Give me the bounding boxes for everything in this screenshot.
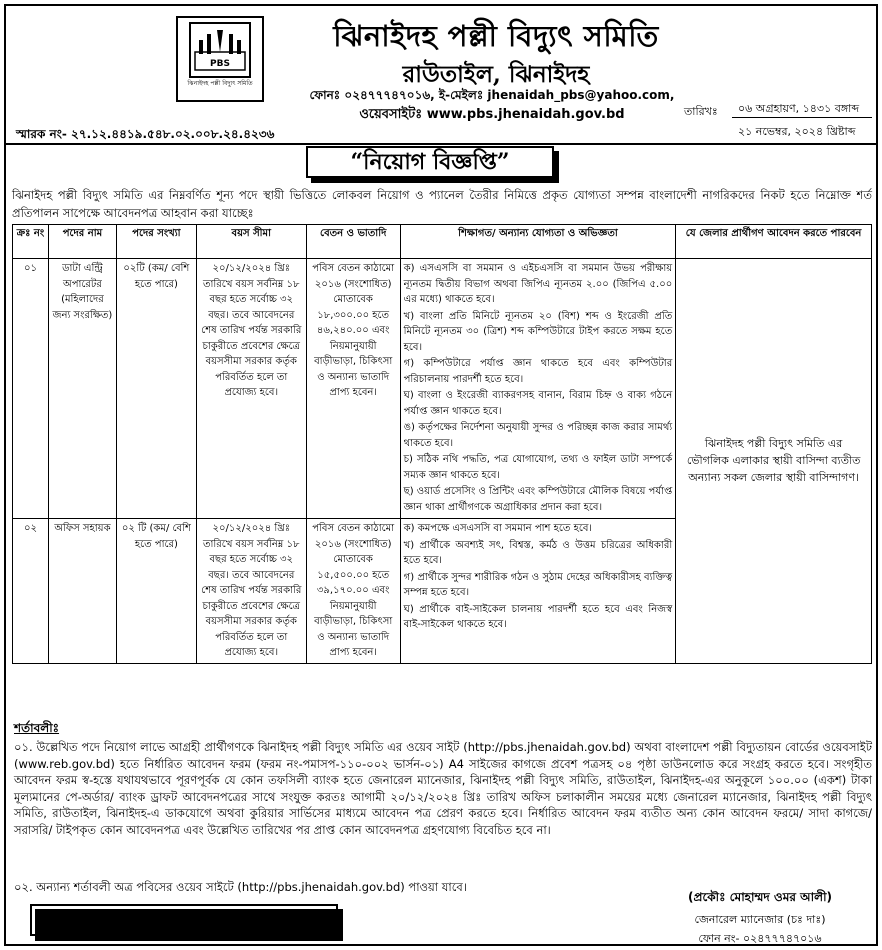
row-qualifications [400,259,676,519]
row-age: ২০/১২/২০২৪ খ্রিঃ তারিখে বয়স সর্বনিম্ন ১৮ বছর হতে সর্বোচ্চ ৩২ বছর। তবে আবেদনের শেষ তারিখ পর্যন্ত সরকারি চাকুরীতে প্রবেশের ক্ষেত্রে বয়সসীমা সরকার কর্তৃক পরিবর্তিত হলে তা প্রযোজ্য হবে। [196,259,306,519]
col-salary: বেতন ও ভাতাদি [306,225,400,259]
col-count: পদের সংখ্যা [116,225,196,259]
qualification-item: গ) কম্পিউটারে পর্যাপ্ত জ্ঞান থাকতে হবে এবং কম্পিউটার পরিচালনায় পারদর্শী হতে হবে। [403,358,673,385]
row-salary: পবিস বেতন কাঠামো ২০১৬ (সংশোধিত) মোতাবেক ১৮,৩০০.০০ হতে ৪৬,২৪০.০০ এবং নিয়মানুযায়ী বাড়ীভাড়া, চিকিৎসা ও অন্যান্য ভাতাদি প্রাপ্য হবেন। [306,259,400,519]
notice-title: “নিয়োগ বিজ্ঞপ্তি” [306,146,554,178]
row-post: ডাটা এন্ট্রি অপারেটর (মহিলাদের জন্য সংরক্ষিত) [48,259,116,519]
col-age: বয়স সীমা [196,225,306,259]
row-salary: পবিস বেতন কাঠামো ২০১৬ (সংশোধিত) মোতাবেক ১৫,৫০০.০০ হতে ৩৯,১৭০.০০ এবং নিয়মানুযায়ী বাড়ীভাড়া, চিকিৎসা ও অন্যান্য ভাতাদি প্রাপ্য হবেন। [306,519,400,664]
col-district: যে জেলার প্রার্থীগণ আবেদন করতে পারবেন [676,225,872,259]
qualification-item: খ) প্রার্থীকে অবশ্যই সৎ, বিশ্বস্ত, কর্মঠ ও উত্তম চরিত্রের অধিকারী হতে হবে। [403,539,673,566]
logo-caption: ঝিনাইদহ পল্লী বিদ্যুৎ সমিতি [187,80,253,87]
qualification-item: ঙ) কর্তৃপক্ষের নির্দেশনা অনুযায়ী সুন্দর ও পরিচ্ছন্ন কাজ করার সামর্থ্য থাকতে হবে। [403,422,673,449]
contact-line: ফোনঃ ০২৪৭৭৭৪৭০১৬, ই-মেইলঃ jhenaidah_pbs@yahoo.com, [309,88,675,102]
signatory-designation: জেনারেল ম্যানেজার (চঃ দাঃ) [694,913,826,926]
date-gregorian: ২১ নভেম্বর, ২০২৪ খ্রিষ্টাব্দ [738,125,856,138]
date-label: তারিখঃ [684,105,718,118]
terms-heading: শর্তাবলীঃ [14,721,60,735]
col-post: পদের নাম [48,225,116,259]
memo-number: স্মারক নং- ২৭.১২.৪৪১৯.৫৪৮.০২.০০৮.২৪.৪২৩৬ [16,127,275,141]
qualification-item: খ) বাংলা প্রতি মিনিটে ন্যূনতম ২০ (বিশ) শব্দ ও ইংরেজী প্রতি মিনিটে ন্যূনতম ৩০ (ত্রিশ) শব্দ কম্পিউটারে টাইপ করতে সক্ষম হতে হবে। [403,310,673,353]
term-item-2: ০২. অন্যান্য শর্তাবলী অত্র পবিসের ওয়েব সাইটে (http://pbs.jhenaidah.gov.bd) পাওয়া যাবে। [14,880,467,894]
vacancy-table [12,224,872,664]
qualification-item: ঘ) বাংলা ও ইংরেজী ব্যাকরণসহ বানান, বিরাম চিহ্ন ও বাক্য গঠনে পর্যাপ্ত জ্ঞান থাকতে হবে। [403,390,673,417]
row-count: ০২ টি (কম/ বেশি হতে পারে) [116,519,196,664]
qualification-item: চ) সঠিক নথি পদ্ধতি, পত্র যোগাযোগ, তথ্য ও ফাইল ডাটা সম্পর্কে সম্যক জ্ঞান থাকতে হবে। [403,454,673,481]
row-age: ২০/১২/২০২৪ খ্রিঃ তারিখে বয়স সর্বনিম্ন ১৮ বছর হতে সর্বোচ্চ ৩২ বছর। তবে আবেদনের শেষ তারিখ পর্যন্ত সরকারি চাকুরীতে প্রবেশের ক্ষেত্রে বয়সসীমা সরকার কর্তৃক পরিবর্তিত হলে তা প্রযোজ্য হবে। [196,519,306,664]
row-serial: ০১ [13,259,49,519]
row-count: ০২টি (কম/ বেশি হতে পারে) [116,259,196,519]
signatory-name: (প্রকৌঃ মোহাম্মদ ওমর আলী) [688,890,832,904]
notice-page [4,4,878,946]
eligible-district: ঝিনাইদহ পল্লী বিদ্যুৎ সমিতি এর ভৌগলিক এলাকার স্থায়ী বাসিন্দা ব্যতীত অন্যান্য সকল জেলার স্থায়ী বাসিন্দাগণ। [676,259,872,664]
row-serial: ০২ [13,519,49,664]
date-bengali-calendar: ০৬ অগ্রহায়ণ, ১৪৩১ বঙ্গাব্দ [738,102,860,115]
col-serial: ক্রঃ নং [13,225,49,259]
qualification-item: ক) কমপক্ষে এসএসসি বা সমমান পাশ হতে হবে। [403,523,592,534]
row-qualifications [400,519,676,664]
table-header-row [13,225,872,259]
intro-paragraph: ঝিনাইদহ পল্লী বিদ্যুৎ সমিতি এর নিম্নবর্ণিত শূন্য পদে স্থায়ী ভিত্তিতে লোকবল নিয়োগ ও প্যানেল তৈরীর নিমিত্তে প্রকৃত যোগ্যতা সম্পন্ন বাংলাদেশী নাগরিকদের নিকট হতে নিম্নোক্ত শর্ত প্রতিপালন সাপেক্ষে আবেদনপত্র আহবান করা যাচ্ছেঃ [12,188,872,220]
header-divider [6,143,876,145]
qualification-item: ক) এসএসসি বা সমমান ও এইচএসসি বা সমমান উভয় পরীক্ষায় ন্যূনতম দ্বিতীয় বিভাগ অথবা জিপিএ ন্যূনতম ২.০০ (জিপিএ ৫.০০ এর মধ্যে) থাকতে হবে। [403,263,673,305]
col-qualification: শিক্ষাগত/ অন্যান্য যোগ্যতা ও অভিজ্ঞতা [400,225,676,259]
pbs-logo [176,16,264,102]
qualification-item: ঘ) প্রার্থীকে বাই-সাইকেল চালনায় পারদর্শী হতে হবে এবং নিজস্ব বাই-সাইকেল থাকতে হবে। [403,603,673,630]
qualification-item: গ) প্রার্থীকে সুন্দর শারীরিক গঠন ও সুঠাম দেহের অধিকারীসহ ব্যক্তিত্ব সম্পন্ন হতে হবে। [403,571,673,598]
organization-name: ঝিনাইদহ পল্লী বিদ্যুৎ সমিতি [333,19,659,53]
table-row [13,259,872,519]
svg-text:PBS: PBS [210,59,230,69]
website-line: ওয়েবসাইটঃ www.pbs.jhenaidah.gov.bd [359,107,625,122]
organization-location: রাউতাইল, ঝিনাইদহ [402,61,590,88]
row-post: অফিস সহায়ক [48,519,116,664]
bill-payment-notice: *নিয়মিত বিদ্যুৎ বিল পরিশোধ করুন। [30,904,338,936]
pbs-logo-emblem-icon [189,22,251,78]
term-item-1: ০১. উল্লেখিত পদে নিয়োগ লাভে আগ্রহী প্রার্থীগণকে ঝিনাইদহ পল্লী বিদ্যুৎ সমিতি এর ওয়েব সাইট (http://pbs.jhenaidah.gov.bd) অথবা বাংলাদেশ পল্লী বিদ্যুতায়ন বোর্ডের ওয়েবসাইট (www.reb.gov.bd) হতে নির্ধারিত আবেদন ফরম (ফরম নং-পমাসপ-১১০-০০২ ভার্সন-০১) A4 সাইজের কাগজে প্রবেশ পত্রসহ ০৪ পৃষ্ঠা ডাউনলোড করে সংগ্রহ করতে হবে। সংগৃহীত আবেদন ফরম স্ব-হস্তে যথাযথভাবে পূরণপূর্বক যে কোন তফসিলী ব্যাংক হতে জেনারেল ম্যানেজার, ঝিনাইদহ পল্লী বিদ্যুৎ সমিতি, রাউতাইল, ঝিনাইদহ-এর অনুকূলে ১০০.০০ (একশ) টাকা মূল্যমানের পে-অর্ডার/ ব্যাংক ড্রাফট আবেদনপত্রের সাথে সংযুক্ত করতঃ আগামী ২০/১২/২০২৪ খ্রিঃ তারিখ অফিস চলাকালীন সময়ের মধ্যে জেনারেল ম্যানেজার, ঝিনাইদহ পল্লী বিদ্যুৎ সমিতি, রাউতাইল, ঝিনাইদহ-এ ডাকযোগে অথবা কুরিয়ার সার্ভিসের মাধ্যমে আবেদন পত্র প্রেরণ করতে হবে। নির্ধারিত আবেদন ফরম ব্যতীত অন্য কোন আবেদন ফরমে/ সাদা কাগজে/ সরাসরি/ টাইপকৃত কোন আবেদনপত্র এবং উল্লেখিত তারিখের পর প্রাপ্ত কোন আবেদনপত্র গ্রহণযোগ্য বিবেচিত হবে না। [14,740,872,837]
qualification-item: ছ) ওয়ার্ড প্রসেসিং ও প্রিন্টিং এবং কম্পিউটারে মৌলিক বিষয়ে পর্যাপ্ত জ্ঞান থাকা প্রার্থীগণকে অগ্রাধিকার প্রদান করা হবে। [403,486,673,513]
signatory-phone: ফোন নং- ০২৪৭৭৭৪৭০১৬ [698,932,822,945]
date-divider [732,117,872,118]
